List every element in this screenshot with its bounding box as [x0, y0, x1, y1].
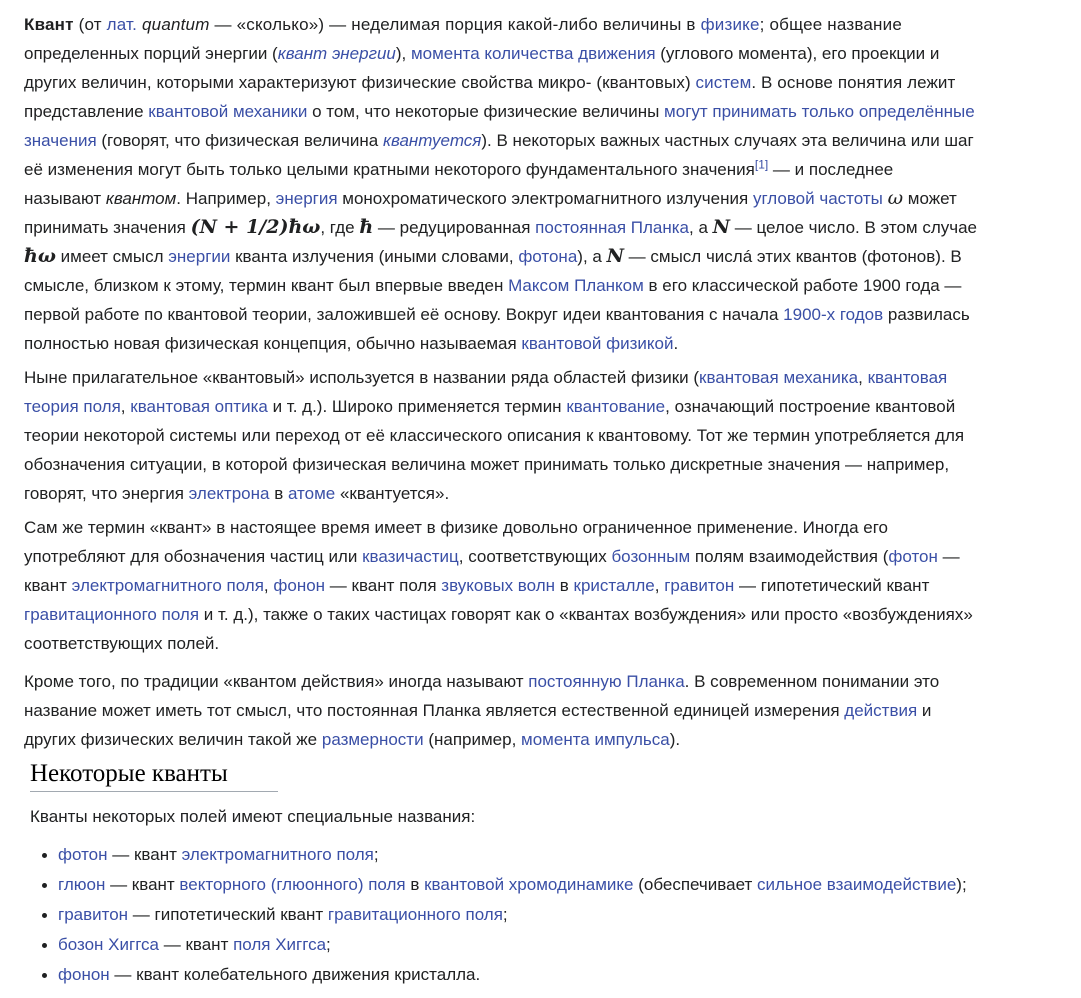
bullet-icon — [42, 973, 47, 978]
text-line — [24, 513, 1064, 542]
higgs-boson-link[interactable]: бозон Хиггса — [58, 935, 159, 954]
text: принимать значения — [24, 218, 191, 237]
text: (от — [73, 15, 107, 34]
text: — квант — [107, 845, 182, 864]
math-hbar-omega: ħω — [24, 245, 56, 267]
text: Кроме того, по традиции «квантом действия» иногда называют — [24, 672, 529, 691]
text: полям взаимодействия ( — [690, 547, 889, 566]
gravitational-field-link[interactable]: гравитационного поля — [24, 605, 200, 624]
text: называют — [24, 189, 106, 208]
em-field-link[interactable]: электромагнитного поля — [71, 576, 264, 595]
text: — — [937, 547, 960, 566]
list-item — [30, 930, 967, 960]
text: , означающий построение квантовой — [665, 397, 956, 416]
text: , — [654, 576, 665, 595]
boson-link[interactable]: бозонным — [611, 547, 691, 566]
math-n: N — [712, 216, 730, 238]
em-field-link-2[interactable]: электромагнитного поля — [181, 845, 374, 864]
text: о том, что некоторые физические величины — [307, 102, 665, 121]
text: других физических величин такой же — [24, 730, 322, 749]
quantum-optics-link[interactable]: квантовая оптика — [130, 397, 268, 416]
text: . В современном понимании это — [684, 672, 940, 691]
energy-link[interactable]: энергия — [275, 189, 338, 208]
text: ; — [502, 905, 508, 924]
text: (углового момента), его проекции и — [655, 44, 940, 63]
text: монохроматического электромагнитного излучения — [337, 189, 753, 208]
text: полностью новая физическая концепция, обычно называемая — [24, 334, 522, 353]
bullet-icon — [42, 943, 47, 948]
max-planck-link[interactable]: Максом Планком — [508, 276, 644, 295]
text-line — [24, 542, 1064, 571]
latin-link[interactable]: лат. — [106, 15, 138, 34]
phonon-link-2[interactable]: фонон — [58, 965, 110, 984]
text: ), а — [577, 247, 607, 266]
text-line — [24, 68, 1064, 97]
quantum-physics-link[interactable]: квантовой физикой — [521, 334, 674, 353]
text: употребляют для обозначения частиц или — [24, 547, 363, 566]
text: и т. д.). Широко применяется термин — [267, 397, 567, 416]
text: , где — [320, 218, 360, 237]
text-line — [24, 696, 1064, 725]
paragraph-2 — [24, 363, 1064, 508]
vector-field-link[interactable]: векторного (глюонного) поля — [179, 875, 406, 894]
angular-momentum-link-2[interactable]: момента импульса — [521, 730, 670, 749]
reference-1-link[interactable]: [1] — [754, 157, 769, 172]
text: развилась — [883, 305, 970, 324]
photon-link[interactable]: фотона — [518, 247, 578, 266]
quasiparticles-link[interactable]: квазичастиц — [362, 547, 459, 566]
text: — квант — [105, 875, 180, 894]
atom-link[interactable]: атоме — [287, 484, 336, 503]
intro-paragraph — [24, 10, 1064, 358]
quantized-link[interactable]: квантуется — [382, 131, 482, 150]
higgs-field-link[interactable]: поля Хиггса — [233, 935, 327, 954]
text: в — [269, 484, 288, 503]
section-heading: Некоторые кванты — [30, 757, 278, 792]
planck-constant-link[interactable]: постоянная Планка — [535, 218, 689, 237]
text-line — [24, 39, 1064, 68]
text-line — [24, 184, 1064, 213]
math-omega: ω — [887, 187, 904, 209]
text: в его классической работе 1900 года — — [643, 276, 962, 295]
text-line — [24, 725, 1064, 754]
systems-link[interactable]: систем — [695, 73, 752, 92]
text: других величин, которыми характеризуют физические свойства микро- (квантовых) — [24, 73, 696, 92]
text: в — [405, 875, 425, 894]
text: имеет смысл — [55, 247, 169, 266]
text-line — [24, 667, 1064, 696]
text: (говорят, что физическая величина — [96, 131, 383, 150]
text-line — [24, 242, 1064, 271]
angular-momentum-link[interactable]: момента количества движения — [410, 44, 656, 63]
text: обозначения ситуации, в которой физическая величина может принимать только дискретные значения — например, — [24, 455, 950, 474]
text: определенных порций энергии ( — [24, 44, 278, 63]
text: Кванты некоторых полей имеют специальные названия: — [30, 807, 476, 826]
text-line — [24, 300, 1064, 329]
text: — целое число. В этом случае — [730, 218, 977, 237]
quantum-field-theory-link[interactable]: квантовая — [867, 368, 948, 387]
text: название может иметь тот смысл, что постоянная Планка является естественной единицей измерения — [24, 701, 845, 720]
text: — квант поля — [325, 576, 442, 595]
text: — смысл числá этих квантов (фотонов). В — [623, 247, 962, 266]
qcd-link[interactable]: квантовой хромодинамике — [424, 875, 634, 894]
text: . Например, — [176, 189, 276, 208]
text: — редуцированная — [373, 218, 536, 237]
photon-link-2[interactable]: фотон — [888, 547, 938, 566]
text-line — [24, 392, 1064, 421]
text-line — [24, 571, 1064, 600]
list-item — [30, 870, 967, 900]
text: ; общее название — [759, 15, 902, 34]
phonon-link[interactable]: фонон — [273, 576, 326, 595]
crystal-link[interactable]: кристалле — [573, 576, 655, 595]
text: может — [903, 189, 957, 208]
quantization-link[interactable]: квантование — [566, 397, 666, 416]
physics-link[interactable]: физике — [700, 15, 760, 34]
text: — квант — [159, 935, 234, 954]
graviton-link[interactable]: гравитон — [664, 576, 735, 595]
text: представление — [24, 102, 149, 121]
graviton-link-2[interactable]: гравитон — [58, 905, 129, 924]
text: (обеспечивает — [633, 875, 757, 894]
term-quantum: квантом — [105, 189, 177, 208]
text: ), — [395, 44, 411, 63]
text: . В основе понятия лежит — [751, 73, 956, 92]
text-line — [24, 450, 1064, 479]
quantum-mechanics-link-2[interactable]: квантовая механика — [699, 368, 859, 387]
list-item — [30, 960, 967, 990]
action-link[interactable]: действия — [844, 701, 918, 720]
strong-interaction-link[interactable]: сильное взаимодействие — [756, 875, 957, 894]
text: , — [120, 397, 131, 416]
bullet-icon — [42, 883, 47, 888]
quantum-mechanics-link[interactable]: квантовой механики — [148, 102, 308, 121]
text: — гипотетический квант — [128, 905, 328, 924]
bullet-icon — [42, 853, 47, 858]
text-line — [24, 329, 1064, 358]
text: Ныне прилагательное «квантовый» используется в названии ряда областей физики ( — [24, 368, 700, 387]
text: Сам же термин «квант» в настоящее время имеет в физике довольно ограниченное применение. Иногда его — [24, 518, 888, 537]
text: квант — [24, 576, 72, 595]
planck-constant-link-2[interactable]: постоянную Планка — [528, 672, 685, 691]
text: — гипотетический квант — [734, 576, 930, 595]
1900s-link[interactable]: 1900-х годов — [783, 305, 884, 324]
text: — квант колебательного движения кристалла. — [109, 965, 481, 984]
text: ). В некоторых важных частных случаях эта величина или шаг — [481, 131, 974, 150]
bullet-icon — [42, 913, 47, 918]
text: ); — [956, 875, 967, 894]
text: первой работе по квантовой теории, заложившей её основу. Вокруг идеи квантования с начала — [24, 305, 784, 324]
text: , — [858, 368, 868, 387]
text: в — [555, 576, 574, 595]
paragraph-4 — [24, 667, 1064, 754]
dimension-link[interactable]: размерности — [321, 730, 424, 749]
text: ). — [669, 730, 681, 749]
angular-frequency-link[interactable]: угловой частоты — [752, 189, 883, 208]
text: — «сколько») — неделимая порция какой-либо величины в — [209, 15, 701, 34]
section-intro — [30, 802, 1070, 831]
text: , — [263, 576, 274, 595]
text-line — [24, 271, 1064, 300]
quantum-field-theory-link-cont[interactable]: теория поля — [24, 397, 121, 416]
text-line — [24, 213, 1064, 242]
text-line — [24, 10, 1064, 39]
photon-link-3[interactable]: фотон — [58, 845, 108, 864]
text: ; — [373, 845, 379, 864]
text: её изменения могут быть только целыми кратными некоторого фундаментального значения — [24, 160, 755, 179]
text-line — [24, 629, 1064, 658]
text: и — [917, 701, 932, 720]
text: — и последнее — [768, 160, 894, 179]
gravitational-field-link-2[interactable]: гравитационного поля — [327, 905, 503, 924]
text-line — [24, 155, 1064, 184]
text-line — [24, 600, 1064, 629]
text: , а — [689, 218, 713, 237]
text: теории некоторой системы или переход от её классического описания к квантовому. Тот же термин употребляется для — [24, 426, 965, 445]
text-line — [24, 126, 1064, 155]
text: смысле, близком к этому, термин квант был впервые введен — [24, 276, 509, 295]
text: (например, — [423, 730, 522, 749]
math-hbar: ħ — [359, 216, 374, 238]
text-line — [24, 97, 1064, 126]
energy-link-2[interactable]: энергии — [168, 247, 231, 266]
text: говорят, что энергия — [24, 484, 189, 503]
text: соответствующих полей. — [24, 634, 220, 653]
text-line — [24, 479, 1064, 508]
list-item — [30, 900, 967, 930]
electron-link[interactable]: электрона — [188, 484, 270, 503]
paragraph-3 — [24, 513, 1064, 658]
energy-quantum-link[interactable]: квант энергии — [277, 44, 396, 63]
sound-waves-link[interactable]: звуковых волн — [441, 576, 556, 595]
discrete-values-link-cont[interactable]: значения — [24, 131, 97, 150]
text: . — [673, 334, 679, 353]
text: «квантуется». — [335, 484, 450, 503]
text: и т. д.), также о таких частицах говорят как о «квантах возбуждения» или просто «возбуждениях» — [199, 605, 973, 624]
text: ; — [326, 935, 331, 954]
text: , соответствующих — [458, 547, 612, 566]
text: кванта излучения (иными словами, — [230, 247, 519, 266]
math-formula: (N + 1/2)ħω — [190, 216, 321, 238]
text-line — [24, 363, 1064, 392]
gluon-link[interactable]: глюон — [58, 875, 106, 894]
text-line — [24, 421, 1064, 450]
latin-word: quantum — [142, 15, 210, 34]
quanta-list — [30, 840, 967, 990]
math-n: N — [606, 245, 624, 267]
list-item — [30, 840, 967, 870]
term-kvant: Квант — [24, 15, 74, 34]
discrete-values-link[interactable]: могут принимать только определённые — [664, 102, 975, 121]
